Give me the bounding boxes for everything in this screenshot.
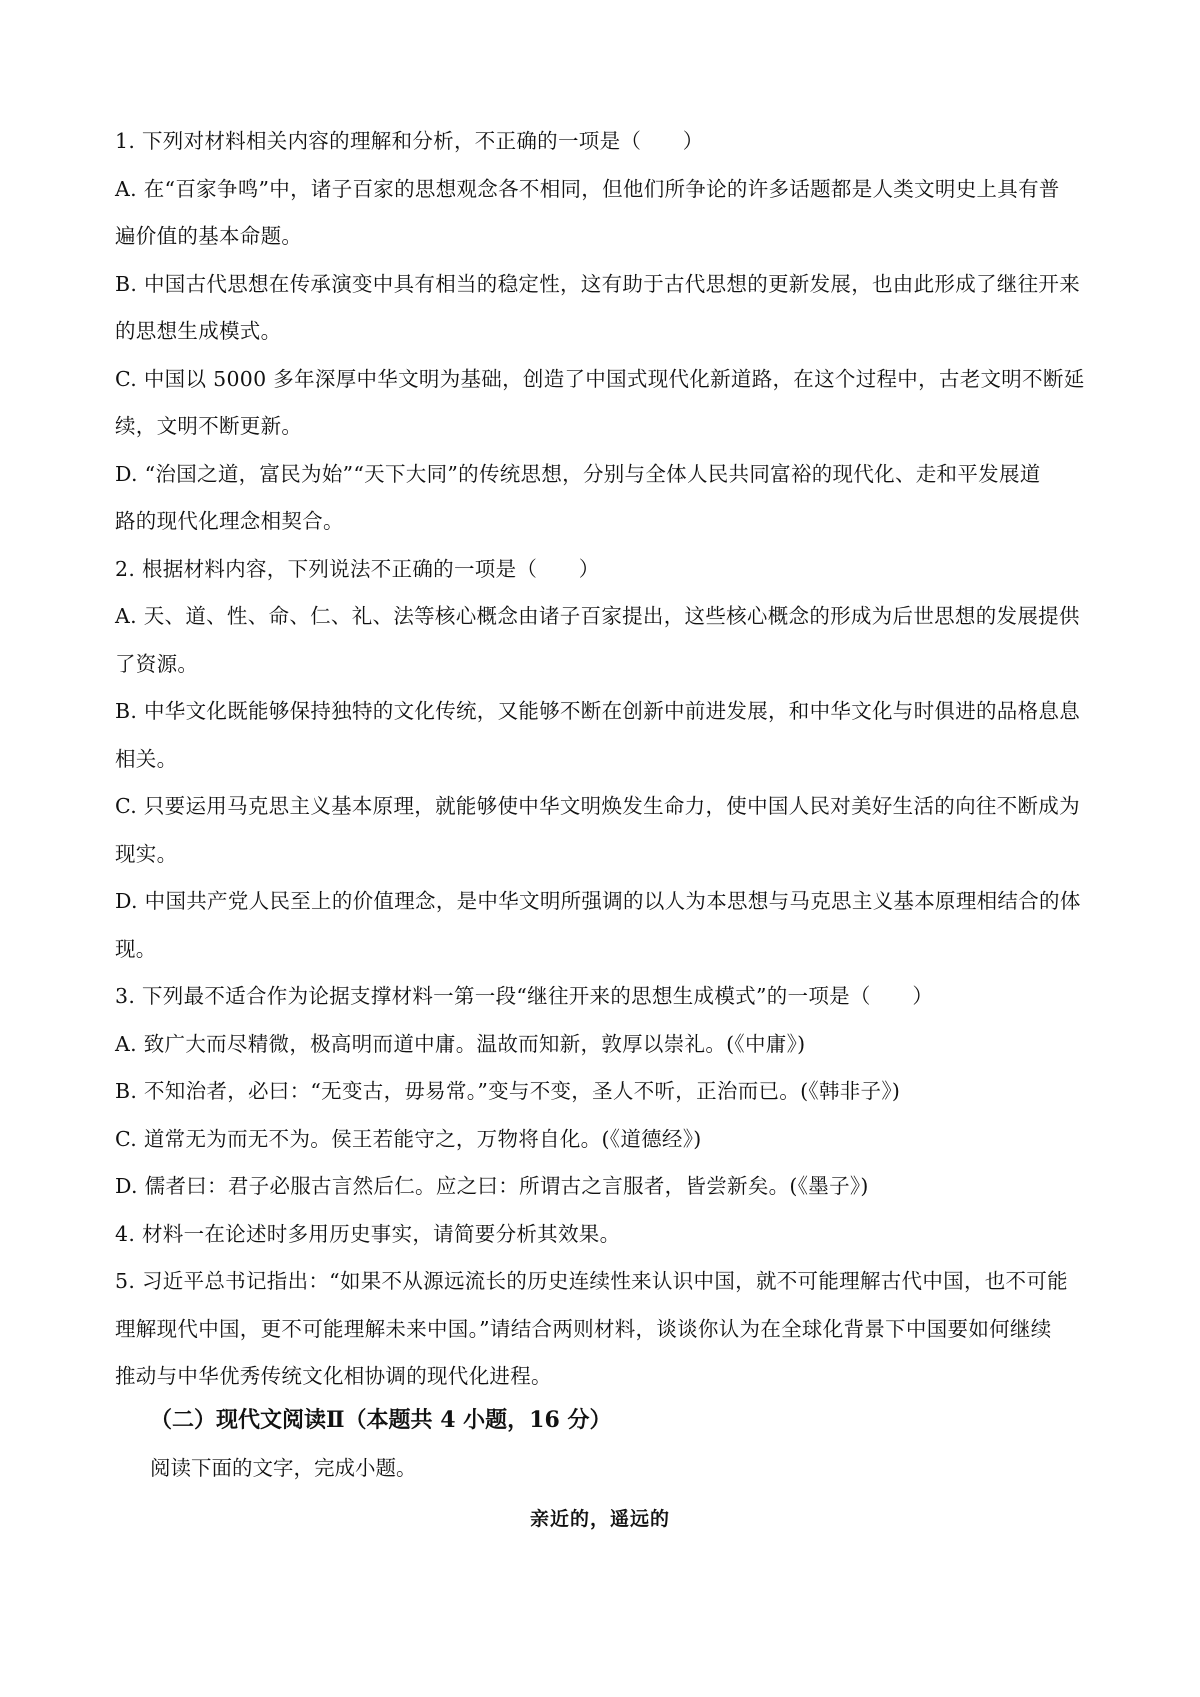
question-3-option-b: B. 不知治者，必曰：“无变古，毋易常。”变与不变，圣人不听，正治而已。(《韩非子》) xyxy=(115,1079,901,1103)
question-5-line-1: 5. 习近平总书记指出：“如果不从源远流长的历史连续性来认识中国，就不可能理解古代中国，也不可能 xyxy=(115,1269,1068,1293)
question-1-option-a-cont: 遍价值的基本命题。 xyxy=(115,224,303,248)
question-3-option-a: A. 致广大而尽精微，极高明而道中庸。温故而知新，敦厚以崇礼。(《中庸》) xyxy=(115,1031,806,1056)
section-heading: （二）现代文阅读Ⅱ（本题共 4 小题，16 分） xyxy=(150,1407,612,1433)
question-2-option-c-cont: 现实。 xyxy=(115,841,178,866)
question-5-line-2: 理解现代中国，更不可能理解未来中国。”请结合两则材料，谈谈你认为在全球化背景下中国要如何继续 xyxy=(115,1316,1052,1341)
question-1-option-d-cont: 路的现代化理念相契合。 xyxy=(115,509,344,533)
question-2-option-c: C. 只要运用马克思主义基本原理，就能够使中华文明焕发生命力，使中国人民对美好生活的向往不断成为 xyxy=(115,794,1080,818)
question-1-option-d: D. “治国之道，富民为始”“天下大同”的传统思想，分别与全体人民共同富裕的现代化、走和平发展道 xyxy=(115,461,1041,486)
question-2-stem: 2. 根据材料内容，下列说法不正确的一项是（ ） xyxy=(115,556,600,581)
question-1-option-b: B. 中国古代思想在传承演变中具有相当的稳定性，这有助于古代思想的更新发展，也由此形成了继往开来 xyxy=(115,271,1080,296)
question-1-option-c: C. 中国以 5000 多年深厚中华文明为基础，创造了中国式现代化新道路，在这个过程中，古老文明不断延 xyxy=(115,366,1085,391)
question-2-option-d-cont: 现。 xyxy=(115,936,157,961)
question-1-option-b-cont: 的思想生成模式。 xyxy=(115,319,282,343)
questions-block xyxy=(115,118,1095,1401)
question-2-option-a: A. 天、道、性、命、仁、礼、法等核心概念由诸子百家提出，这些核心概念的形成为后世思想的发展提供 xyxy=(115,604,1080,628)
question-4-stem: 4. 材料一在论述时多用历史事实，请简要分析其效果。 xyxy=(115,1221,621,1246)
article-title: 亲近的，遥远的 xyxy=(529,1508,670,1530)
question-1-option-a: A. 在“百家争鸣”中，诸子百家的思想观念各不相同，但他们所争论的许多话题都是人类文明史上具有普 xyxy=(115,176,1060,201)
question-2-option-a-cont: 了资源。 xyxy=(115,651,199,676)
question-1-option-c-cont: 续，文明不断更新。 xyxy=(115,414,303,438)
question-3-option-d: D. 儒者曰：君子必服古言然后仁。应之曰：所谓古之言服者，皆尝新矣。(《墨子》) xyxy=(115,1174,869,1198)
section-intro: 阅读下面的文字，完成小题。 xyxy=(150,1456,417,1480)
question-5-line-3: 推动与中华优秀传统文化相协调的现代化进程。 xyxy=(115,1364,552,1388)
question-2-option-d: D. 中国共产党人民至上的价值理念，是中华文明所强调的以人为本思想与马克思主义基本原理相结合的体 xyxy=(115,889,1081,913)
question-3-stem: 3. 下列最不适合作为论据支撑材料一第一段“继往开来的思想生成模式”的一项是（ ） xyxy=(115,984,934,1008)
question-2-option-b: B. 中华文化既能够保持独特的文化传统，又能够不断在创新中前进发展，和中华文化与时俱进的品格息息 xyxy=(115,699,1080,723)
question-2-option-b-cont: 相关。 xyxy=(115,746,178,771)
question-3-option-c: C. 道常无为而无不为。侯王若能守之，万物将自化。(《道德经》) xyxy=(115,1126,702,1151)
question-1-stem: 1. 下列对材料相关内容的理解和分析，不正确的一项是（ ） xyxy=(115,129,704,153)
